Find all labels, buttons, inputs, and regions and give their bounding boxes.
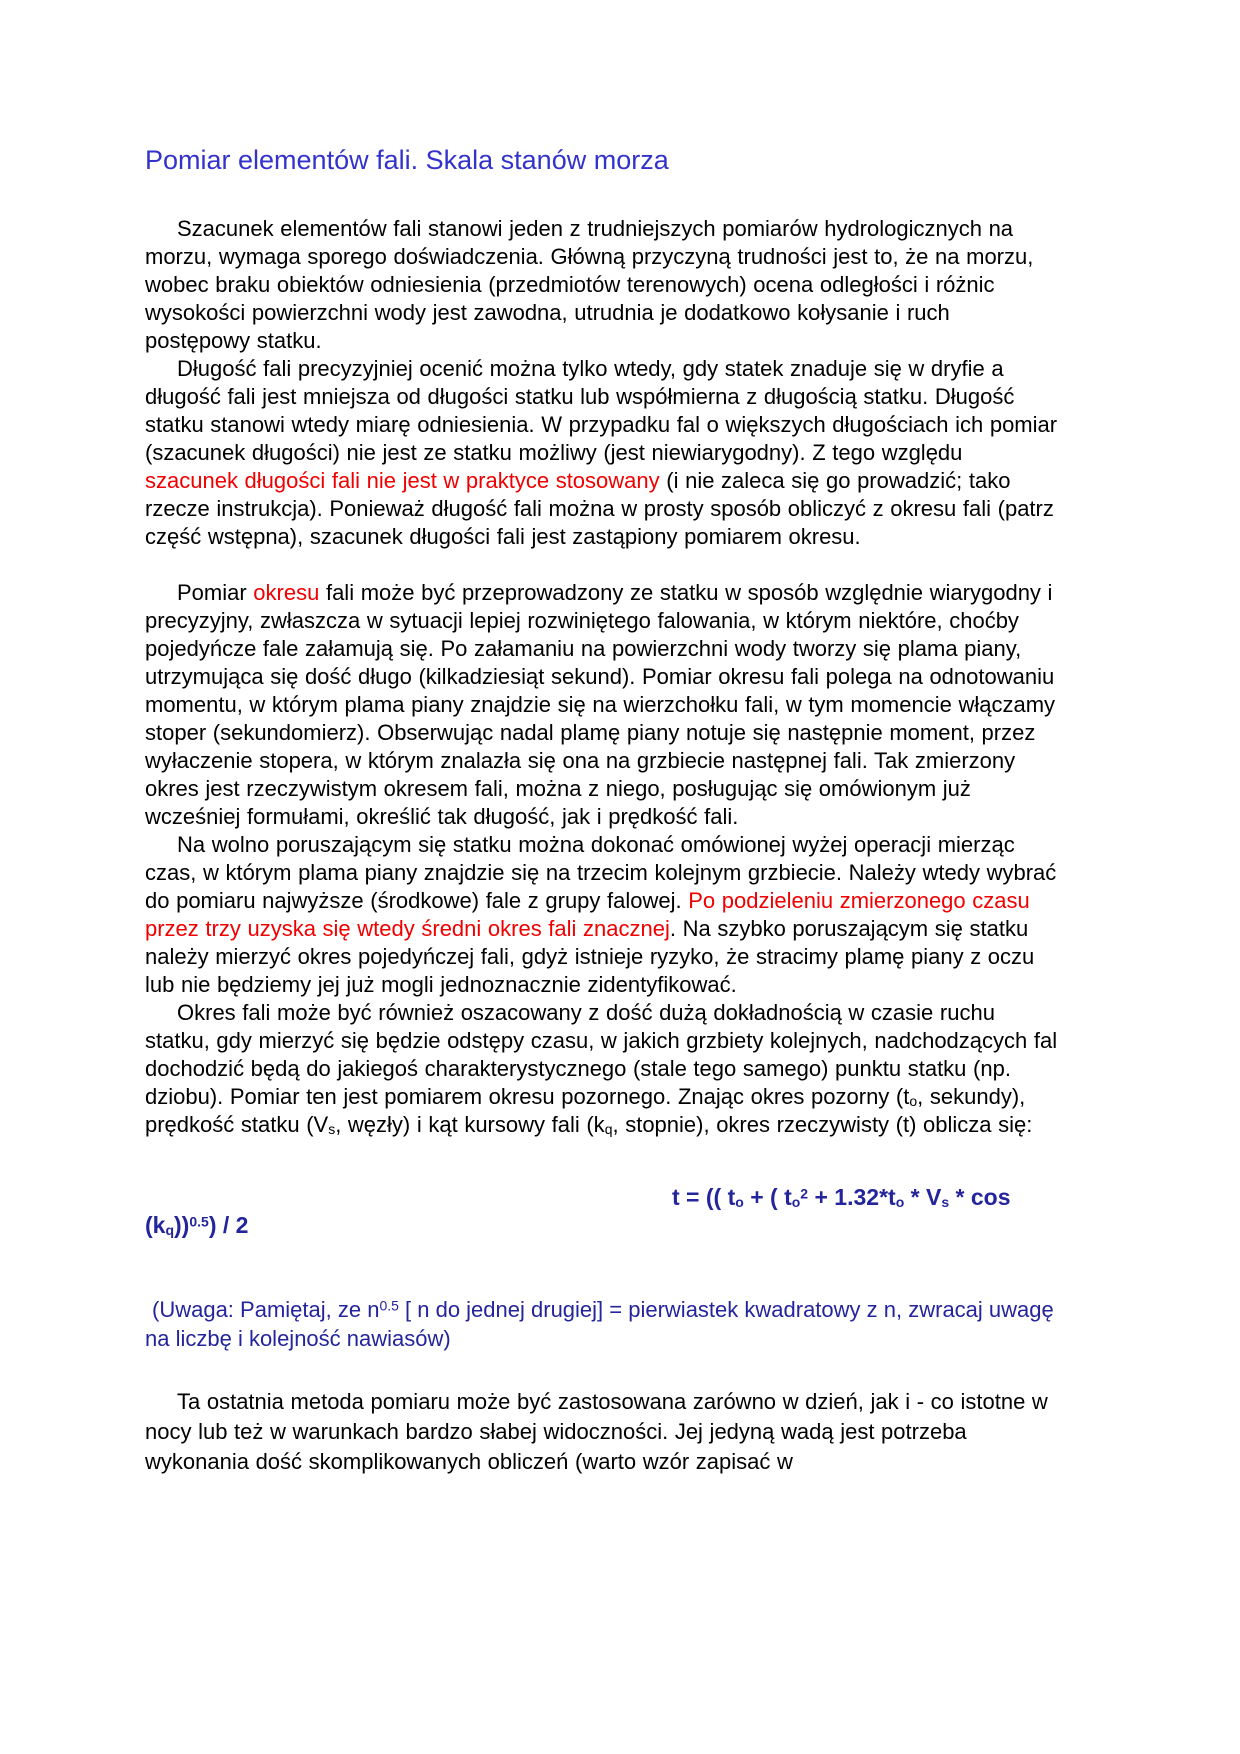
paragraph-apparent-period — [145, 999, 1060, 1139]
text-segment: * cos — [949, 1184, 1011, 1210]
text-segment: fali może być przeprowadzony ze statku w sposób względnie wiarygodny i precyzyjny, zwłaszcza w sytuacji lepiej rozwiniętego falowania, w którym niektóre, choćby pojedyńcze fale załamują się. Po załamaniu na powierzchni wody tworzy się plama piany, utrzymująca się dość długo (kilkadziesiąt sekund). Pomiar okresu fali polega na odnotowaniu momentu, w którym plama piany znajdzie się na wierzchołku fali, w tym momencie włączamy stoper (sekundomierz). Obserwując nadal plamę piany notuje się następnie moment, przez wyłaczenie stopera, w którym znalazła się ona na grzbiecie następnej fali. Tak zmierzony okres jest rzeczywistym okresem fali, można z niego, posługując się omówionym już wcześniej formułami, określić tak długość, jak i prędkość fali. — [145, 580, 1056, 829]
text-segment: )) — [174, 1212, 190, 1238]
text-segment: (k — [145, 1212, 166, 1238]
text-segment: Okres fali może być również oszacowany z dość dużą dokładnością w czasie ruchu statku, gdy mierzyć się będzie odstępy czasu, w jakich grzbiety kolejnych, nadchodzących fal dochodzić będą do jakiegoś charakterystycznego (stale tego samego) punktu statku (np. dziobu). Pomiar ten jest pomiarem okresu pozornego. Znając okres pozorny (t — [145, 1000, 1058, 1109]
text-segment: Długość fali precyzyjniej ocenić można tylko wtedy, gdy statek znaduje się w dryfie a długość fali jest mniejsza od długości statku lub współmierna z długością statku. Długość statku stanowi wtedy miarę odniesienia. W przypadku fal o większych długościach ich pomiar (szacunek długości) nie jest ze statku możliwy (jest niewiarygodny). Z tego względu — [145, 356, 1058, 465]
text-segment: . Na szybko poruszającym się statku należy mierzyć okres pojedyńczej fali, gdyż istnieje ryzyko, że stracimy plamę piany z oczu lub nie będziemy jej już mogli jednoznacznie zidentyfikować. — [145, 916, 1035, 997]
text-segment: * V — [904, 1184, 942, 1210]
subscript: o — [909, 1093, 918, 1110]
text-segment: Ta ostatnia metoda pomiaru może być zastosowana zarówno w dzień, jak i - co istotne w nocy lub też w warunkach bardzo słabej widoczności. Jej jedyną wadą jest potrzeba wykonania dość skomplikowanych obliczeń (warto wzór zapisać w — [145, 1389, 1048, 1474]
red-highlight: szacunek długości fali nie jest w praktyce stosowany — [145, 468, 660, 493]
superscript: 0.5 — [379, 1297, 399, 1314]
text-segment: Szacunek elementów fali stanowi jeden z trudniejszych pomiarów hydrologicznych na morzu, wymaga sporego doświadczenia. Główną przyczyną trudności jest to, że na morzu, wobec braku obiektów odniesienia (przedmiotów terenowych) ocena odległości i różnic wysokości powierzchni wody jest zawodna, utrudnia je dodatkowo kołysanie i ruch postępowy statku. — [145, 216, 1034, 353]
subscript: q — [165, 1222, 175, 1239]
text-segment: , stopnie), okres rzeczywisty (t) oblicza się: — [612, 1112, 1033, 1137]
text-segment: + 1.32*t — [808, 1184, 896, 1210]
note-paragraph — [145, 1295, 1075, 1353]
superscript: 2 — [800, 1185, 809, 1202]
text-segment: Pomiar — [177, 580, 254, 605]
subscript: s — [941, 1194, 950, 1211]
text-segment: t = (( t — [672, 1184, 736, 1210]
subscript: q — [604, 1121, 613, 1138]
text-segment: [ n do jednej drugiej] = pierwiastek kwadratowy z n, zwracaj uwagę na liczbę i kolejność nawiasów) — [145, 1297, 1054, 1351]
subscript: o — [895, 1194, 905, 1211]
formula-line-2 — [145, 1211, 1145, 1239]
paragraph-wavelength — [145, 355, 1060, 551]
paragraph-slow-ship — [145, 831, 1060, 999]
text-segment: (i nie zaleca się go prowadzić; tako rzecze instrukcja). Ponieważ długość fali można w prosty sposób obliczyć z okresu fali (patrz część wstępna), szacunek długości fali jest zastąpiony pomiarem okresu. — [145, 468, 1054, 549]
paragraph-final — [145, 1387, 1060, 1477]
text-segment: Na wolno poruszającym się statku można dokonać omówionej wyżej operacji mierząc czas, w którym plama piany znajdzie się na trzecim kolejnym grzbiecie. Należy wtedy wybrać do pomiaru najwyższe (środkowe) fale z grupy falowej. — [145, 832, 1057, 913]
subscript: o — [735, 1194, 744, 1211]
formula-block — [145, 1183, 1145, 1239]
text-segment: , węzły) i kąt kursowy fali (k — [335, 1112, 605, 1137]
text-segment: + ( t — [743, 1184, 792, 1210]
red-highlight: Po podzieleniu zmierzonego czasu przez trzy uzyska się wtedy średni okres fali znacznej — [145, 888, 1030, 941]
paragraph-intro — [145, 215, 1060, 355]
paragraph-period-measurement — [145, 579, 1060, 831]
subscript: s — [328, 1121, 336, 1138]
superscript: 0.5 — [189, 1213, 209, 1230]
text-segment: (Uwaga: Pamiętaj, ze n — [152, 1297, 380, 1322]
text-segment: , sekundy), prędkość statku (V — [145, 1084, 1026, 1137]
page-title: Pomiar elementów fali. Skala stanów morza — [145, 145, 669, 175]
formula-line-1 — [145, 1183, 1145, 1211]
red-highlight: okresu — [253, 580, 320, 605]
text-segment: ) / 2 — [208, 1212, 249, 1238]
subscript: o — [791, 1194, 801, 1211]
